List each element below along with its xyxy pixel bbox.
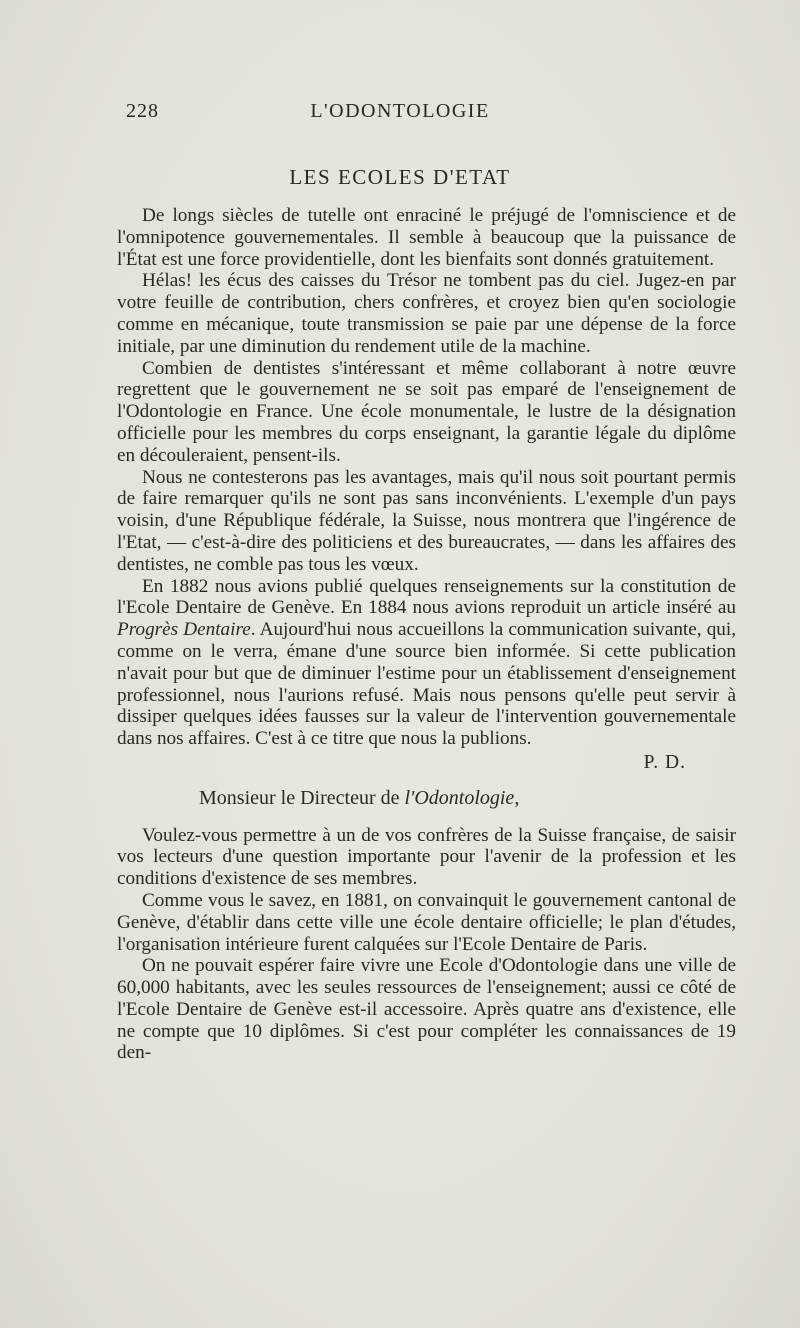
paragraph-text: . Aujourd'hui nous accueillons la communication suivante, qui, comme on le verra, émane d'une source bien informée. Si cette publication n'avait pour but que de diminuer l'estime pour un établissement d'enseignement professionnel, nous l'aurions refusé. Mais nous pensons qu'elle peut servir à dissiper quelques idées fausses sur la valeur de l'intervention gouvernementale dans nos affaires. C'est à ce titre que nous la publions. xyxy=(117,619,737,750)
salutation-text: Monsieur le Directeur de xyxy=(199,786,405,809)
salutation-journal: l'Odontologie xyxy=(404,786,515,809)
journal-citation: Progrès Dentaire xyxy=(117,619,251,641)
salutation-punctuation: , xyxy=(514,786,520,809)
article-title: LES ECOLES D'ETAT xyxy=(289,165,511,189)
letter-paragraph: On ne pouvait espérer faire vivre une Ecole d'Odontologie dans une ville de 60,000 habitants, avec les seules ressources de l'enseignement; aussi ce côté de l'Ecole Dentaire de Genève est-il accessoire. Après quatre ans d'existence, elle ne compte que 10 diplômes. Si c'est pour compléter les connaissances de 19 den- xyxy=(117,955,736,1064)
paragraph: Combien de dentistes s'intéressant et même collaborant à notre œuvre regrettent que le gouvernement ne se soit pas emparé de l'enseignement de l'Odontologie en France. Une école monumentale, le lustre de la désignation officielle pour les membres du corps enseignant, la garantie légale du diplôme en découleraient, pensent-ils. xyxy=(117,357,736,466)
paragraph: Nous ne contesterons pas les avantages, mais qu'il nous soit pourtant permis de faire remarquer qu'ils ne sont pas sans inconvénients. L'exemple d'un pays voisin, d'une République fédérale, la Suisse, nous montrera que l'ingérence de l'Etat, — c'est-à-dire des politiciens et des bureaucrates, — dans les affaires des dentistes, ne comble pas tous les vœux. xyxy=(117,466,736,575)
running-head xyxy=(0,100,800,130)
letter-paragraph: Voulez-vous permettre à un de vos confrères de la Suisse française, de saisir vos lecteurs d'une question importante pour l'avenir de la profession et les conditions d'existence de ses membres. xyxy=(117,824,736,890)
paragraph xyxy=(117,576,736,750)
article-body xyxy=(117,205,736,1064)
journal-title: L'ODONTOLOGIE xyxy=(310,100,490,122)
letter-paragraph: Comme vous le savez, en 1881, on convainquit le gouvernement cantonal de Genève, d'établir dans cette ville une école dentaire officielle; le plan d'études, l'organisation intérieure furent calquées sur l'Ecole Dentaire de Paris. xyxy=(117,889,736,955)
paragraph-text: En 1882 nous avions publié quelques renseignements sur la constitution de l'Ecole Dentaire de Genève. En 1884 nous avions reproduit un article inséré au xyxy=(117,575,736,619)
page-number: 228 xyxy=(126,100,159,122)
paragraph: De longs siècles de tutelle ont enraciné le préjugé de l'omniscience et de l'omnipotence gouvernementales. Il semble à beaucoup que la puissance de l'État est une force providentielle, dont les bienfaits sont donnés gratuitement. xyxy=(117,205,736,270)
letter-salutation xyxy=(117,788,736,810)
paragraph: Hélas! les écus des caisses du Trésor ne tombent pas du ciel. Jugez-en par votre feuille de contribution, chers confrères, et croyez bien qu'en sociologie comme en mécanique, toute transmission se paie par une dépense de la force initiale, par une diminution du rendement utile de la machine. xyxy=(117,270,736,357)
editor-signature: P. D. xyxy=(643,751,686,773)
